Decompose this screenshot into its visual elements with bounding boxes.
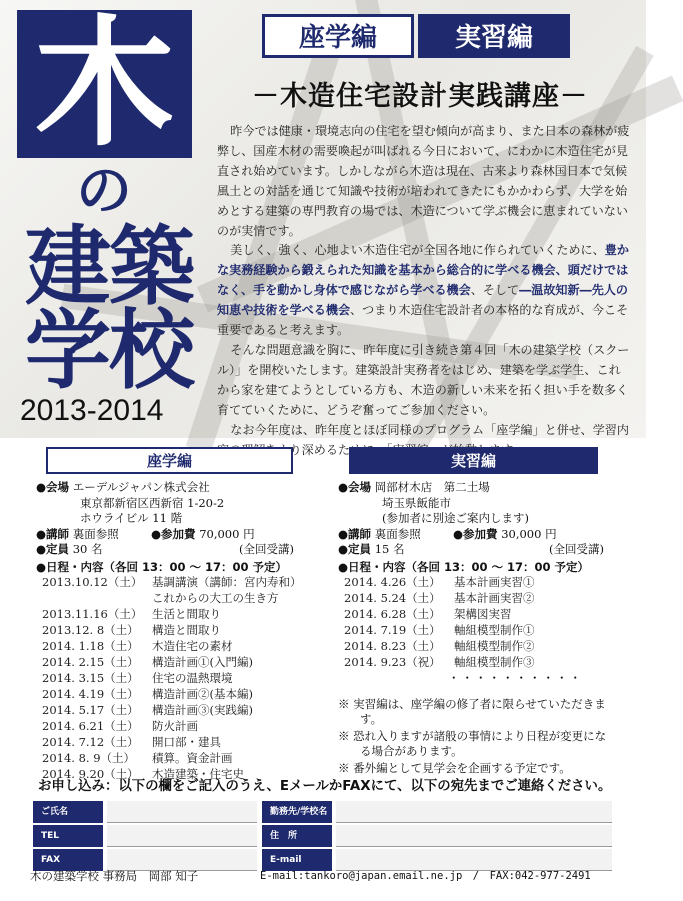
intro-p2-highlight-1: 豊かな実務経験から鍛えられた知識を基本から総合的に学べる機会、頭だけではなく、手を動かし身体で感じながら学べる機会	[217, 243, 629, 298]
venue-row	[36, 511, 306, 527]
intro-p2-c: 、そして	[470, 283, 520, 298]
dots-separator: ・・・・・・・・・・	[448, 671, 583, 685]
note-item: ※ 実習編は、座学編の修了者に限らせていただきます。	[338, 696, 606, 726]
schedule-item	[36, 751, 306, 767]
logo-kou-char: 校	[109, 301, 193, 401]
schedule-item	[338, 607, 616, 623]
capacity-value: 15 名	[374, 542, 405, 556]
schedule-topic: 防火計画	[152, 719, 198, 733]
schedule-date: 2014. 2.15（土）	[42, 655, 139, 669]
venue-row	[338, 496, 616, 512]
tab-jisshu: 実習編	[418, 14, 570, 58]
venue-line: エーデルジャパン株式会社	[72, 480, 210, 494]
schedule-topic: 木造建築・住宅史	[152, 767, 244, 781]
schedule-topic: 軸組模型制作②	[454, 639, 535, 653]
venue-line: ホウライビル 11 階	[80, 511, 183, 525]
schedule-date: 2014. 6.28（土）	[344, 607, 441, 621]
address-label: 住 所	[262, 825, 332, 847]
schedule-topic: 生活と間取り	[152, 607, 221, 621]
schedule-date: 2013.12. 8（土）	[42, 623, 139, 637]
schedule-date: 2014. 8.23（土）	[344, 639, 441, 653]
org-field[interactable]	[336, 801, 612, 823]
footer-email-fax: E-mail:tankoro@japan.email.ne.jp / FAX:042-977-2491	[260, 870, 591, 882]
logo-chiku-char: 築	[109, 217, 193, 317]
venue-line: (参加者に別途ご案内します)	[382, 511, 529, 525]
logo-ki-box: 木	[17, 10, 192, 158]
schedule-topic: 構造計画②(基本編)	[152, 687, 253, 701]
fee-label: ●参加費	[453, 526, 498, 541]
venue-row	[338, 480, 616, 496]
lecturer-row	[36, 527, 306, 543]
schedule-item	[338, 623, 616, 639]
capacity-row	[338, 542, 616, 558]
footer-contact	[30, 868, 630, 884]
schedule-topic: 基本計画実習②	[454, 591, 535, 605]
schedule-topic: 基本計画実習①	[454, 575, 535, 589]
venue-row	[36, 496, 306, 512]
fee-label: ●参加費	[151, 526, 196, 541]
schedule-topic: 積算。資金計画	[152, 751, 233, 765]
fee-value: 30,000 円	[501, 526, 557, 541]
venue-line: 岡部材木店 第二土場	[374, 480, 490, 494]
capacity-value: 30 名	[72, 542, 103, 556]
schedule-topic: 構造と間取り	[152, 623, 221, 637]
name-field[interactable]	[107, 801, 257, 823]
schedule-date: 2014. 9.23（祝）	[344, 655, 441, 669]
schedule-topic: 構造計画①(入門編)	[152, 655, 253, 669]
schedule-label: ●日程・内容（各回 13：00 ～ 17：00 予定）	[36, 559, 288, 574]
capacity-note: (全回受講)	[549, 542, 604, 556]
venue-line: 埼玉県飯能市	[382, 495, 451, 510]
schedule-item	[36, 607, 306, 623]
lecturer-label: ●講師	[36, 526, 70, 541]
course-title: －木造住宅設計実践講座－	[252, 81, 588, 112]
note-item: ※ 番外編として見学会を企画する予定です。	[338, 760, 571, 775]
intro-p2-highlight-2: ―温故知新―先人の知恵や技術を学べる機会	[217, 283, 628, 318]
schedule-topic: 軸組模型制作③	[454, 655, 535, 669]
schedule-date: 2014. 6.21（土）	[42, 719, 139, 733]
intro-paragraph-4: なお今年度は、昨年度とほぼ同様のプログラム「座学編」と併せ、学習内 解をより深めるた	[230, 422, 629, 457]
schedule-date: 2014. 7.19（土）	[344, 623, 441, 637]
schedule-item	[36, 623, 306, 639]
schedule-date: 2014. 9.20（土）	[42, 767, 139, 781]
capacity-label: ●定員	[36, 542, 70, 556]
intro-p2-e: 、つまり木造住宅設計者の本格的な育成が、今こそ重要であると考えます。	[217, 303, 629, 338]
schedule-date: 2014. 1.18（土）	[42, 639, 139, 653]
schedule-item	[338, 639, 616, 655]
intro-paragraph-3: そんな問題意識を胸に、昨年度に引き続き第４回「木の建築学校（スクール）」を開校いたします。建築設計実務者をはじめ、建築を学ぶ学生、これから家を建てようとしている方も、木造の新しい未来を拓く担い手を数多く育てていくために、どうぞ奮ってご参加ください。	[217, 342, 630, 417]
schedule-topic: 構造計画③(実践編)	[152, 703, 253, 717]
schedule-item	[36, 687, 306, 703]
fee-group	[151, 527, 255, 543]
schedule-date: 2013.11.16（土）	[42, 607, 143, 621]
schedule-item	[36, 655, 306, 671]
schedule-date: 2014. 4.19（土）	[42, 687, 139, 701]
fee-value: 70,000 円	[199, 526, 255, 541]
zagaku-heading: 座学編	[46, 447, 293, 474]
note-item: ※ 恐れ入りますが諸般の事情により日程が変更になる場合があります。	[338, 728, 607, 758]
jisshu-column	[338, 480, 616, 777]
logo-no-char: の	[76, 159, 132, 224]
schedule-date: 2014. 5.24（土）	[344, 591, 441, 605]
fee-group	[453, 527, 557, 543]
logo-kenchiku-row	[10, 217, 208, 317]
capacity-row	[36, 542, 306, 558]
year-range: 2013-2014	[20, 394, 164, 427]
email-label: E-mail	[262, 849, 332, 871]
schedule-item	[36, 639, 306, 655]
schedule-date: 2014. 8. 9（土）	[42, 751, 136, 765]
schedule-label: ●日程・内容（各回 13：00 ～ 17：00 予定）	[338, 559, 590, 574]
venue-label: ●会場	[36, 480, 70, 494]
jisshu-notes	[338, 697, 616, 777]
apply-instructions: お申し込み：以下の欄をご記入のうえ、EメールかFAXにて、以下の宛先までご連絡ください。	[38, 779, 612, 794]
jisshu-heading: 実習編	[349, 447, 598, 474]
address-field[interactable]	[336, 825, 612, 847]
venue-label: ●会場	[338, 480, 372, 494]
schedule-item	[36, 735, 306, 751]
schedule-item	[36, 591, 306, 607]
schedule-item	[36, 575, 306, 591]
footer-office: 木の建築学校 事務局 岡部 知子	[30, 869, 199, 883]
intro-paragraph-2	[217, 241, 632, 341]
schedule-date: 2014. 7.12（土）	[42, 735, 139, 749]
lecturer-value: 裏面参照	[72, 526, 119, 541]
fax-label: FAX	[33, 849, 103, 871]
capacity-note: (全回受講)	[239, 542, 294, 556]
schedule-topic: 架構図実習	[454, 607, 512, 621]
lecturer-label: ●講師	[338, 526, 372, 541]
schedule-item	[36, 719, 306, 735]
schedule-topic: 開口部・建具	[152, 735, 221, 749]
schedule-date: 2014. 5.17（土）	[42, 703, 139, 717]
jisshu-schedule-list	[338, 575, 616, 671]
schedule-topic: 軸組模型制作①	[454, 623, 535, 637]
tel-field[interactable]	[107, 825, 257, 847]
schedule-item	[36, 703, 306, 719]
schedule-date: 2013.10.12（土）	[42, 575, 143, 589]
schedule-topic: これからの大工の生き方	[152, 591, 279, 605]
hero-section	[0, 0, 646, 457]
capacity-label: ●定員	[338, 542, 372, 556]
schedule-item	[338, 655, 616, 671]
org-label: 勤務先/学校名	[262, 801, 332, 823]
venue-row	[338, 511, 616, 527]
schedule-item	[36, 671, 306, 687]
schedule-date: 2014. 4.26（土）	[344, 575, 441, 589]
schedule-topic: 木造住宅の素材	[152, 639, 233, 653]
name-label: ご氏名	[33, 801, 103, 823]
tel-label: TEL	[33, 825, 103, 847]
schedule-item	[338, 575, 616, 591]
logo-ken-char: 建	[25, 217, 109, 317]
venue-row	[36, 480, 306, 496]
lecturer-value: 裏面参照	[374, 526, 421, 541]
logo-gakkou-row	[10, 301, 208, 401]
zagaku-column	[36, 480, 306, 783]
schedule-topic: 住宅の温熱環境	[152, 671, 233, 685]
intro-p2-a: 美しく、強く、心地よい木造住宅が全国各地に作られていくために、	[230, 243, 605, 258]
schedule-date: 2014. 3.15（土）	[42, 671, 139, 685]
logo-gaku-char: 学	[25, 301, 109, 401]
intro-paragraph-1: 昨今では健康・環境志向の住宅を望む傾向が高まり、また日本の森林が疲弊し、国産木材の需要喚起が叫ばれる今日において、にわかに木造住宅が見直され始めています。しかしながら木造は現在、古来より森林国日本で気候風土との対話を通じて知識や技術が培われてきたにもかかわらず、大学を始めとする建築の専門教育の場では、木造について学ぶ機会に恵まれていないのが実情です。	[217, 124, 630, 238]
schedule-topic: 基調講演（講師：宮内寿和）	[152, 575, 302, 589]
intro-text	[217, 122, 632, 460]
venue-line: 東京都新宿区西新宿 1-20-2	[80, 495, 225, 510]
lecturer-row	[338, 527, 616, 543]
zagaku-schedule-list	[36, 575, 306, 783]
schedule-item	[338, 591, 616, 607]
tab-zagaku: 座学編	[262, 14, 414, 58]
